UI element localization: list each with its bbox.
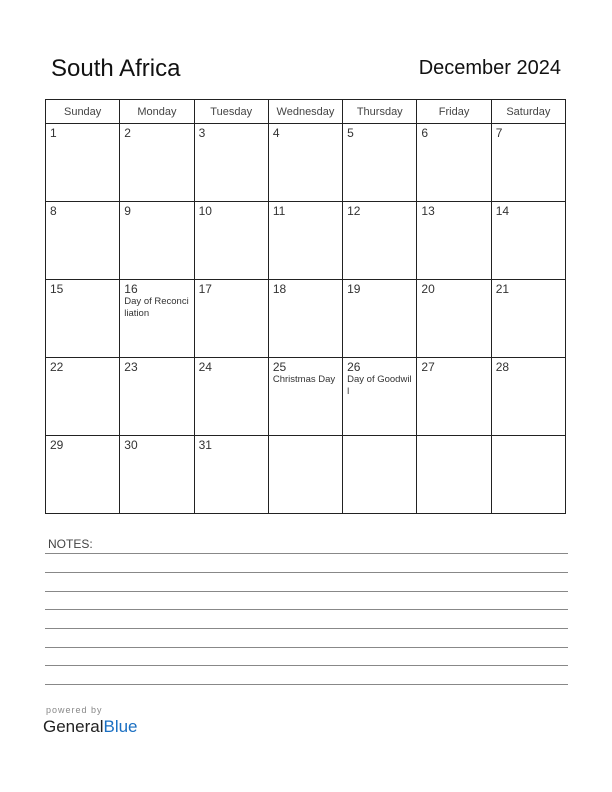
notes-line bbox=[45, 665, 568, 666]
day-cell bbox=[120, 280, 194, 358]
day-cell bbox=[268, 280, 342, 358]
day-number: 18 bbox=[272, 282, 287, 296]
notes-line bbox=[45, 628, 568, 629]
day-cell bbox=[343, 124, 417, 202]
day-number: 1 bbox=[50, 126, 57, 140]
day-cell bbox=[120, 202, 194, 280]
day-cell bbox=[417, 124, 491, 202]
day-cell bbox=[46, 358, 120, 436]
day-cell bbox=[194, 280, 268, 358]
day-number: 14 bbox=[495, 204, 510, 218]
day-number: 26 bbox=[347, 360, 361, 374]
notes-label: NOTES: bbox=[48, 537, 93, 551]
day-cell bbox=[194, 202, 268, 280]
day-cell bbox=[120, 436, 194, 514]
day-number: 8 bbox=[50, 204, 57, 218]
empty-day-cell bbox=[268, 436, 342, 514]
day-cell bbox=[491, 202, 565, 280]
day-number: 16 bbox=[124, 282, 138, 296]
day-number: 5 bbox=[347, 126, 354, 140]
day-number: 3 bbox=[198, 126, 206, 140]
week-row bbox=[46, 124, 566, 202]
empty-day-cell bbox=[343, 436, 417, 514]
weekday-monday: Monday bbox=[120, 100, 194, 124]
holiday-label: Day of Reconciliation bbox=[124, 296, 189, 319]
day-number: 4 bbox=[272, 126, 280, 140]
day-number: 22 bbox=[50, 360, 64, 374]
powered-by-text: powered by bbox=[46, 705, 103, 715]
day-number: 6 bbox=[421, 126, 429, 140]
day-number: 27 bbox=[421, 360, 435, 374]
day-cell bbox=[194, 436, 268, 514]
notes-line bbox=[45, 609, 568, 610]
day-number: 10 bbox=[198, 204, 212, 218]
day-cell bbox=[268, 124, 342, 202]
week-row bbox=[46, 202, 566, 280]
day-cell bbox=[46, 436, 120, 514]
day-number: 24 bbox=[198, 360, 212, 374]
weekday-thursday: Thursday bbox=[343, 100, 417, 124]
day-number: 28 bbox=[495, 360, 510, 374]
day-number: 11 bbox=[272, 204, 286, 218]
notes-line bbox=[45, 572, 568, 573]
notes-line bbox=[45, 591, 568, 592]
holiday-label: Day of Goodwill bbox=[347, 374, 412, 397]
day-number: 2 bbox=[124, 126, 131, 140]
day-number: 25 bbox=[272, 360, 287, 374]
weekday-sunday: Sunday bbox=[46, 100, 120, 124]
day-cell bbox=[417, 280, 491, 358]
day-cell bbox=[343, 202, 417, 280]
day-cell bbox=[46, 124, 120, 202]
day-cell bbox=[417, 202, 491, 280]
day-number: 20 bbox=[421, 282, 435, 296]
generalblue-logo bbox=[43, 717, 138, 737]
day-cell bbox=[417, 358, 491, 436]
day-cell bbox=[194, 358, 268, 436]
notes-line bbox=[45, 684, 568, 685]
day-cell bbox=[46, 202, 120, 280]
week-row bbox=[46, 436, 566, 514]
day-cell bbox=[46, 280, 120, 358]
weekday-saturday: Saturday bbox=[491, 100, 565, 124]
day-cell bbox=[343, 358, 417, 436]
notes-line bbox=[45, 553, 568, 554]
week-row bbox=[46, 280, 566, 358]
weekday-header-row bbox=[46, 100, 566, 124]
day-cell bbox=[491, 358, 565, 436]
day-cell bbox=[491, 124, 565, 202]
calendar-grid bbox=[45, 99, 566, 514]
country-title: South Africa bbox=[51, 55, 181, 82]
day-number: 17 bbox=[198, 282, 212, 296]
empty-day-cell bbox=[491, 436, 565, 514]
day-number: 31 bbox=[198, 438, 212, 452]
day-number: 19 bbox=[347, 282, 361, 296]
notes-line bbox=[45, 647, 568, 648]
brand-general-text: General bbox=[43, 717, 104, 736]
day-number: 29 bbox=[50, 438, 64, 452]
day-cell bbox=[268, 202, 342, 280]
day-number: 12 bbox=[347, 204, 361, 218]
weekday-wednesday: Wednesday bbox=[268, 100, 342, 124]
week-row bbox=[46, 358, 566, 436]
day-number: 13 bbox=[421, 204, 435, 218]
day-cell bbox=[194, 124, 268, 202]
day-number: 15 bbox=[50, 282, 64, 296]
day-cell bbox=[120, 358, 194, 436]
day-number: 7 bbox=[495, 126, 503, 140]
day-cell bbox=[491, 280, 565, 358]
weekday-friday: Friday bbox=[417, 100, 491, 124]
holiday-label: Christmas Day bbox=[272, 374, 336, 385]
day-number: 23 bbox=[124, 360, 138, 374]
month-year-title: December 2024 bbox=[418, 57, 561, 79]
day-cell bbox=[120, 124, 194, 202]
brand-blue-text: Blue bbox=[103, 717, 138, 736]
day-number: 30 bbox=[124, 438, 138, 452]
day-number: 9 bbox=[124, 204, 131, 218]
empty-day-cell bbox=[417, 436, 491, 514]
day-cell bbox=[268, 358, 342, 436]
day-cell bbox=[343, 280, 417, 358]
weekday-tuesday: Tuesday bbox=[194, 100, 268, 124]
day-number: 21 bbox=[495, 282, 510, 296]
